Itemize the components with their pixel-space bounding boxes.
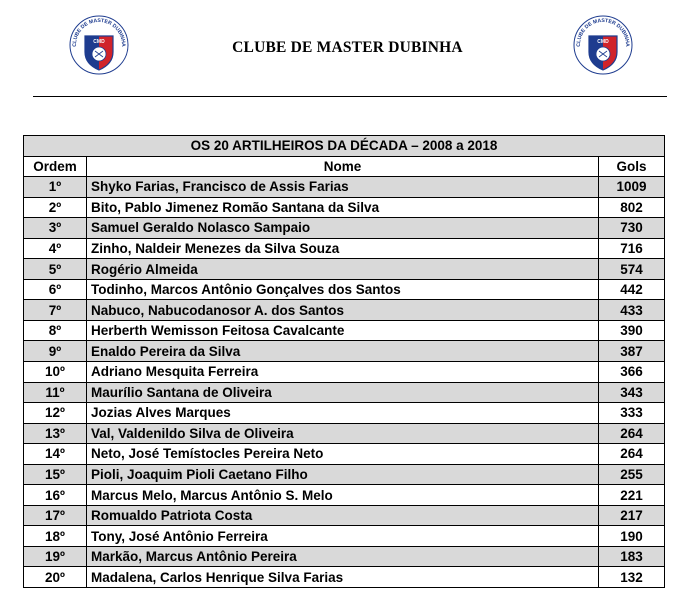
- table-row: [24, 485, 665, 506]
- goals-cell: 183: [599, 546, 665, 567]
- goals-cell: 343: [599, 382, 665, 403]
- table-row: [24, 259, 665, 280]
- table-row: [24, 177, 665, 198]
- table-row: [24, 320, 665, 341]
- rank-cell: 3º: [24, 218, 87, 239]
- goals-cell: 730: [599, 218, 665, 239]
- logo-letters: CMD: [597, 39, 609, 45]
- table-title-row: [24, 136, 665, 157]
- goals-cell: 390: [599, 320, 665, 341]
- name-cell: Romualdo Patriota Costa: [87, 505, 599, 526]
- table-row: [24, 546, 665, 567]
- table-row: [24, 382, 665, 403]
- goals-cell: 264: [599, 423, 665, 444]
- rank-cell: 4º: [24, 238, 87, 259]
- name-cell: Shyko Farias, Francisco de Assis Farias: [87, 177, 599, 198]
- name-cell: Zinho, Naldeir Menezes da Silva Souza: [87, 238, 599, 259]
- table-row: [24, 300, 665, 321]
- rank-cell: 18º: [24, 526, 87, 547]
- name-cell: Jozias Alves Marques: [87, 403, 599, 424]
- column-header-goals: Gols: [599, 156, 665, 177]
- logo-ring-text: CLUBE DE MASTER DUBINHA: [575, 17, 631, 47]
- goals-cell: 366: [599, 362, 665, 383]
- table-row: [24, 197, 665, 218]
- rank-cell: 19º: [24, 546, 87, 567]
- rank-cell: 8º: [24, 320, 87, 341]
- table-title: OS 20 ARTILHEIROS DA DÉCADA – 2008 a 2018: [24, 136, 665, 157]
- name-cell: Herberth Wemisson Feitosa Cavalcante: [87, 320, 599, 341]
- rank-cell: 1º: [24, 177, 87, 198]
- rank-cell: 6º: [24, 279, 87, 300]
- table-row: [24, 567, 665, 588]
- name-cell: Todinho, Marcos Antônio Gonçalves dos Santos: [87, 279, 599, 300]
- table-row: [24, 403, 665, 424]
- table-row: [24, 464, 665, 485]
- rank-cell: 9º: [24, 341, 87, 362]
- goals-cell: 387: [599, 341, 665, 362]
- table-row: [24, 238, 665, 259]
- goals-cell: 190: [599, 526, 665, 547]
- rank-cell: 20º: [24, 567, 87, 588]
- column-header-rank: Ordem: [24, 156, 87, 177]
- name-cell: Adriano Mesquita Ferreira: [87, 362, 599, 383]
- goals-cell: 264: [599, 444, 665, 465]
- name-cell: Enaldo Pereira da Silva: [87, 341, 599, 362]
- goals-cell: 132: [599, 567, 665, 588]
- rank-cell: 17º: [24, 505, 87, 526]
- rank-cell: 7º: [24, 300, 87, 321]
- goals-cell: 1009: [599, 177, 665, 198]
- goals-cell: 221: [599, 485, 665, 506]
- name-cell: Rogério Almeida: [87, 259, 599, 280]
- table-row: [24, 218, 665, 239]
- rank-cell: 10º: [24, 362, 87, 383]
- scorers-table: [23, 135, 665, 588]
- name-cell: Bito, Pablo Jimenez Romão Santana da Silva: [87, 197, 599, 218]
- table-row: [24, 526, 665, 547]
- goals-cell: 255: [599, 464, 665, 485]
- name-cell: Madalena, Carlos Henrique Silva Farias: [87, 567, 599, 588]
- column-header-name: Nome: [87, 156, 599, 177]
- table-header-row: [24, 156, 665, 177]
- name-cell: Neto, José Temístocles Pereira Neto: [87, 444, 599, 465]
- rank-cell: 11º: [24, 382, 87, 403]
- rank-cell: 13º: [24, 423, 87, 444]
- table-row: [24, 423, 665, 444]
- table-row: [24, 341, 665, 362]
- table-row: [24, 362, 665, 383]
- name-cell: Samuel Geraldo Nolasco Sampaio: [87, 218, 599, 239]
- logo-letters: CMD: [93, 39, 105, 45]
- rank-cell: 16º: [24, 485, 87, 506]
- goals-cell: 716: [599, 238, 665, 259]
- header-divider: [33, 96, 667, 97]
- name-cell: Markão, Marcus Antônio Pereira: [87, 546, 599, 567]
- name-cell: Nabuco, Nabucodanosor A. dos Santos: [87, 300, 599, 321]
- table-row: [24, 279, 665, 300]
- rank-cell: 2º: [24, 197, 87, 218]
- logo-ring-text: CLUBE DE MASTER DUBINHA: [71, 17, 127, 47]
- goals-cell: 333: [599, 403, 665, 424]
- goals-cell: 574: [599, 259, 665, 280]
- name-cell: Tony, José Antônio Ferreira: [87, 526, 599, 547]
- rank-cell: 5º: [24, 259, 87, 280]
- name-cell: Val, Valdenildo Silva de Oliveira: [87, 423, 599, 444]
- goals-cell: 433: [599, 300, 665, 321]
- goals-cell: 442: [599, 279, 665, 300]
- rank-cell: 15º: [24, 464, 87, 485]
- club-title: CLUBE DE MASTER DUBINHA: [232, 39, 463, 56]
- name-cell: Marcus Melo, Marcus Antônio S. Melo: [87, 485, 599, 506]
- table-row: [24, 444, 665, 465]
- name-cell: Maurílio Santana de Oliveira: [87, 382, 599, 403]
- name-cell: Pioli, Joaquim Pioli Caetano Filho: [87, 464, 599, 485]
- goals-cell: 802: [599, 197, 665, 218]
- rank-cell: 14º: [24, 444, 87, 465]
- rank-cell: 12º: [24, 403, 87, 424]
- goals-cell: 217: [599, 505, 665, 526]
- table-row: [24, 505, 665, 526]
